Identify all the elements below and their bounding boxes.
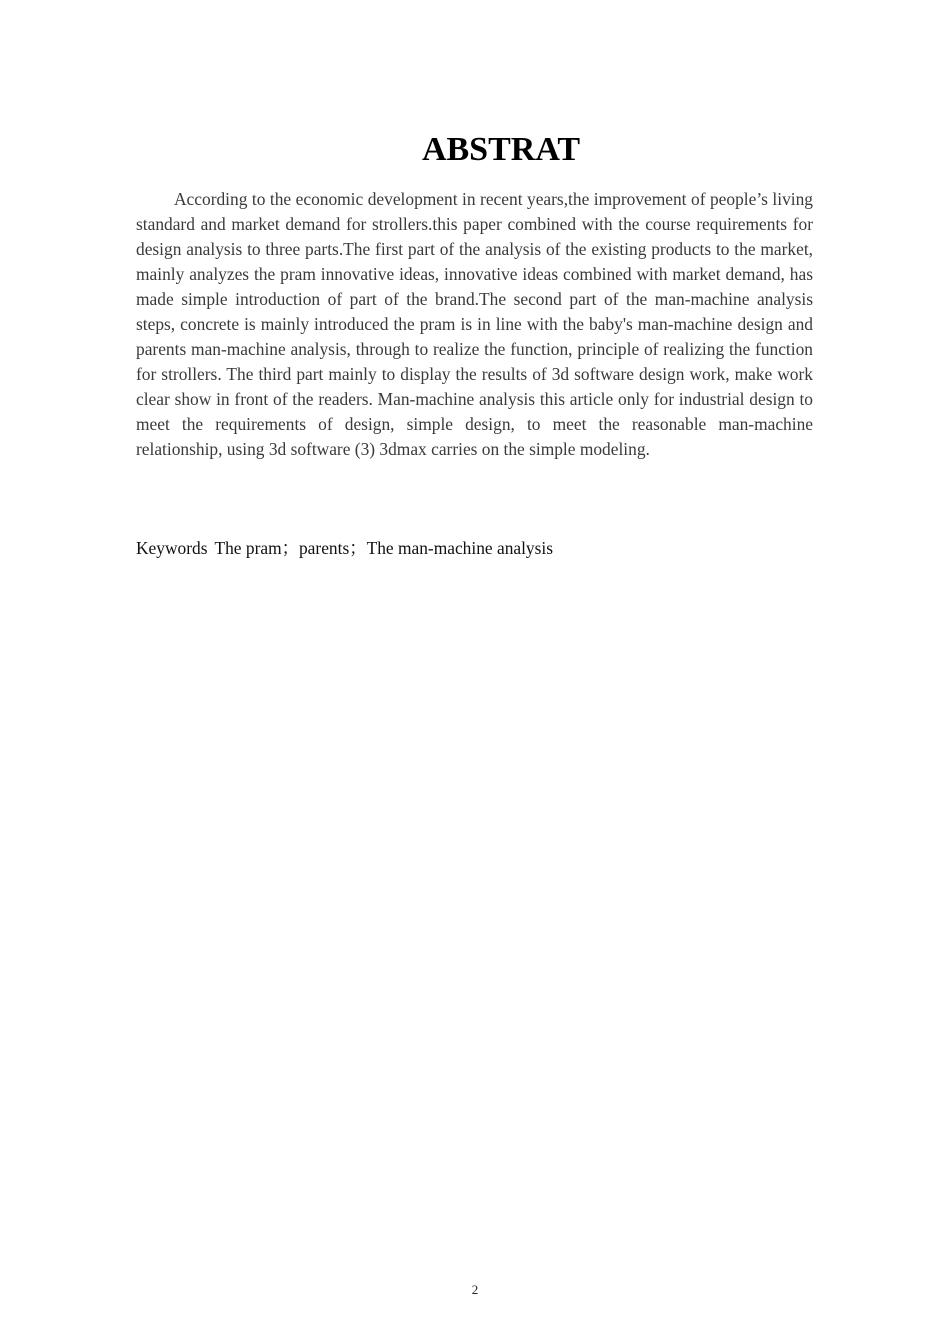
page-title: ABSTRAT xyxy=(421,131,581,168)
keywords-text: The pram；parents；The man-machine analysis xyxy=(214,538,553,558)
abstract-paragraph: According to the economic development in recent years,the improvement of people’s living standard and market demand for strollers.this paper combined with the course requirements for design analysis to three parts.The first part of the analysis of the existing products to the market, mainly analyzes the pram innovative ideas, innovative ideas combined with market demand, has made simple introduction of part of the brand.The second part of the man-machine analysis steps, concrete is mainly introduced the pram is in line with the baby's man-machine design and parents man-machine analysis, through to realize the function, principle of realizing the function for strollers. The third part mainly to display the results of 3d software design work, make work clear show in front of the readers. Man-machine analysis this article only for industrial design to meet the requirements of design, simple design, to meet the reasonable man-machine relationship, using 3d software (3) 3dmax carries on the simple modeling. xyxy=(136,189,813,459)
page-number: 2 xyxy=(471,1282,479,1297)
keywords-label: Keywords xyxy=(136,538,208,558)
keywords-line xyxy=(136,536,553,561)
